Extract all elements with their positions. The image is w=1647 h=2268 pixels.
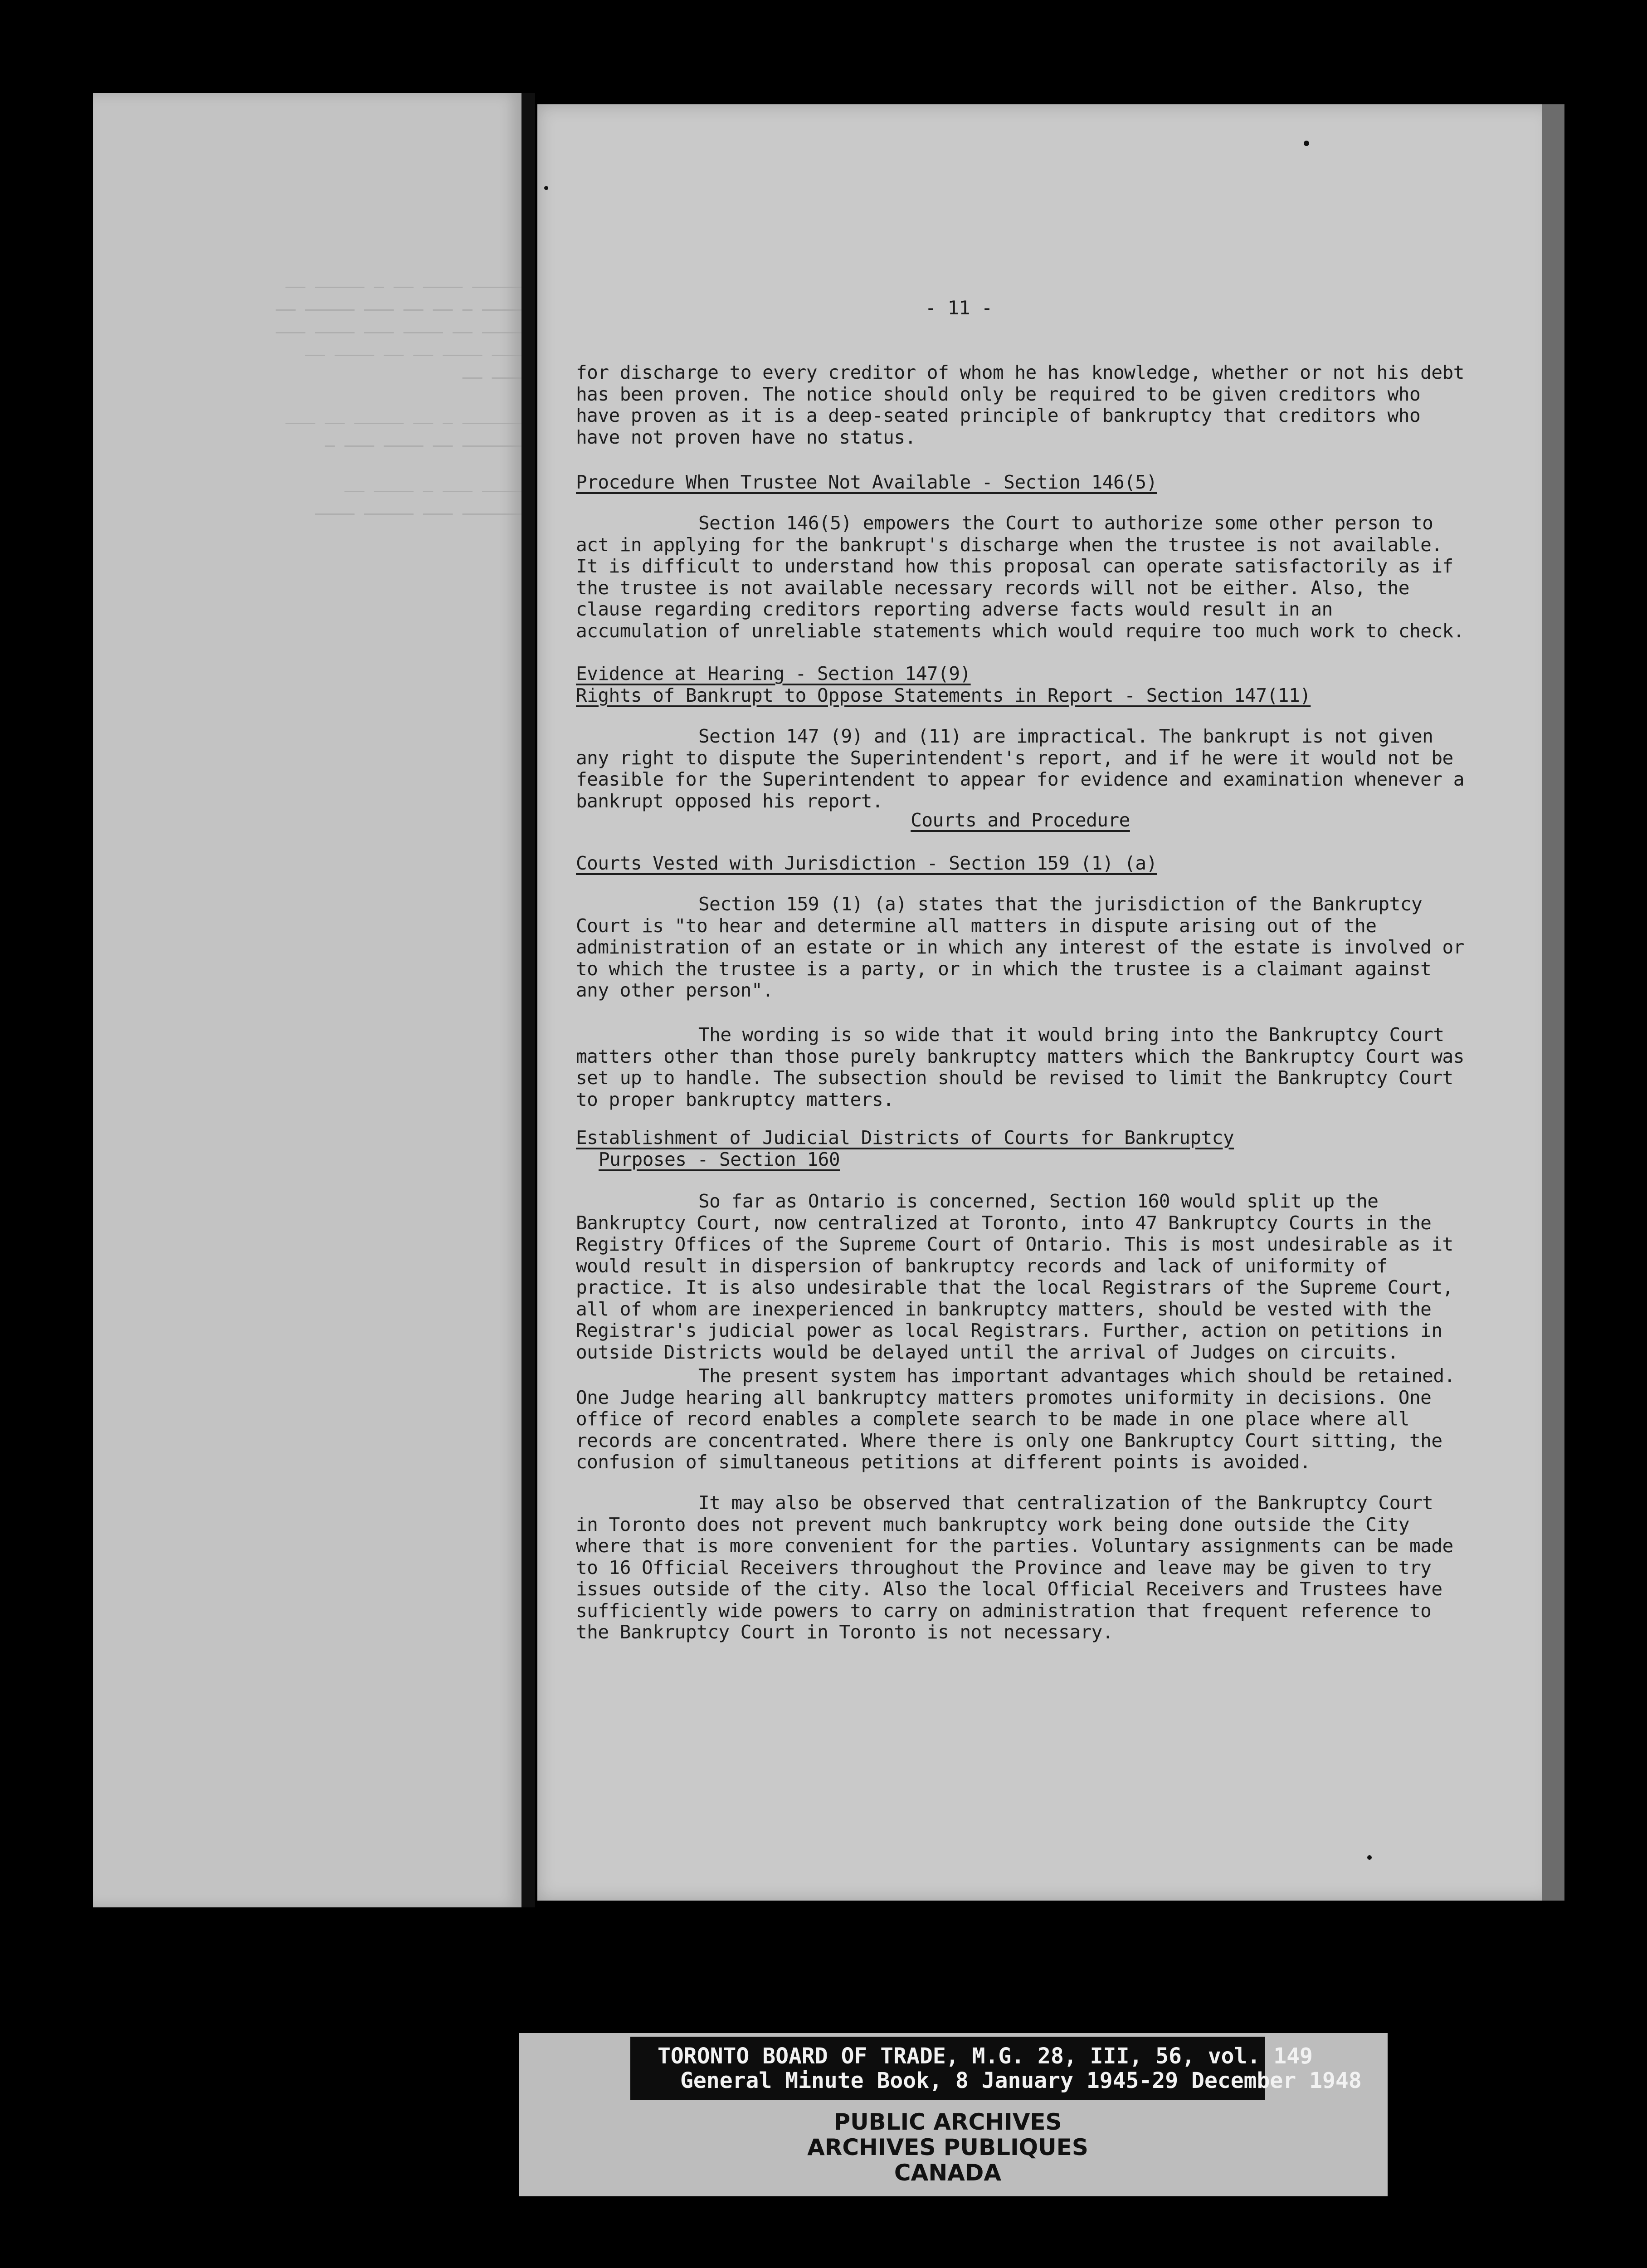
paragraph-centralization: It may also be observed that centralization of the Bankruptcy Court in Toronto does not prevent much bankruptcy work being done outside the City where that is more convenient for the parties. Voluntary assignments can be made to 16 Official Receivers throughout the Province and leave may be given to try issues outside of the city. Also the local Official Receivers and Trustees have sufficiently wide powers to carry on administration that frequent reference to the Bankruptcy Court in Toronto is not necessary. — [576, 1492, 1453, 1643]
archives-line-3: CANADA — [894, 2160, 1002, 2186]
paragraph-section-160: So far as Ontario is concerned, Section 160 would split up the Bankruptcy Court, now centralized at Toronto, into 47 Bankruptcy Courts in the Registry Offices of the Supreme Court of Ontario. This is most undesirable as it would result in dispersion of bankruptcy records and lack of uniformity of practice. It is also undesirable that the local Registrars of the Supreme Court, all of whom are inexperienced in bankruptcy matters, should be vested with the Registrar's judicial power as local Registrars. Further, action on petitions in outside Districts would be delayed until the arrival of Judges on circuits. — [576, 1190, 1453, 1363]
heading-judicial-districts-cont: Purposes - Section 160 — [599, 1148, 840, 1170]
ink-speck — [1367, 1855, 1372, 1860]
paragraph-discharge-notice: for discharge to every creditor of whom he has knowledge, whether or not his debt has been proven. The notice should only be required to be given creditors who have proven as it is a deep-seated principle of bankruptcy that creditors who have not proven have no status. — [576, 362, 1464, 448]
label-line-1: TORONTO BOARD OF TRADE, M.G. 28, III, 56, vol. 149 — [658, 2043, 1313, 2069]
paragraph-section-147: Section 147 (9) and (11) are impractical. The bankrupt is not given any right to dispute the Superintendent's report, and if he were it would not be feasible for the Superintendent to appear for evidence and examination whenever a bankrupt opposed his report. — [576, 725, 1464, 812]
label-line-2: General Minute Book, 8 January 1945-29 December 1948 — [680, 2068, 1362, 2093]
paragraph-section-159-a: Section 159 (1) (a) states that the jurisdiction of the Bankruptcy Court is "to hear and determine all matters in dispute arising out of the administration of an estate or in which any interest of the estate is involved or to which the trustee is a party, or in which the trustee is a claimant against any other person". — [576, 893, 1464, 1001]
paragraph-section-146: Section 146(5) empowers the Court to authorize some other person to act in applying for the bankrupt's discharge when the trustee is not available. It is difficult to understand how this proposal can operate satisfactorily as if the trustee is not available necessary records will not be either. Also, the clause regarding creditors reporting adverse facts would result in an accumulation of unreliable statements which would require too much work to check. — [576, 512, 1464, 642]
archives-stamp — [630, 2109, 1265, 2185]
section-heading-courts-and-procedure: Courts and Procedure — [911, 809, 1130, 831]
heading-courts-vested: Courts Vested with Jurisdiction - Section 159 (1) (a) — [576, 852, 1157, 874]
heading-evidence-at-hearing: Evidence at Hearing - Section 147(9) — [576, 663, 971, 684]
heading-judicial-districts: Establishment of Judicial Districts of Courts for Bankruptcy — [576, 1127, 1234, 1149]
page-edge — [1542, 104, 1564, 1901]
archives-line-2: ARCHIVES PUBLIQUES — [807, 2134, 1088, 2160]
facing-page-bleed-through: ───── ──── ── ─ ───── ── ──── ─ ── ── ─── ───── ── ──── ── ──── ─── ──── ─── ─── ──── ── ── ──── ── ─── ── ────── ─ ── ───── ── ─── ────── ── ──── ─── ─ ──── ─── ─ ──── ── ────── ─── ───── ──── — [276, 279, 521, 524]
archival-reference-label — [630, 2037, 1362, 2100]
paragraph-section-159-b: The wording is so wide that it would bring into the Bankruptcy Court matters other than those purely bankruptcy matters which the Bankruptcy Court was set up to handle. The subsection should be revised to limit the Bankruptcy Court to proper bankruptcy matters. — [576, 1024, 1464, 1110]
heading-trustee-not-available: Procedure When Trustee Not Available - Section 146(5) — [576, 471, 1157, 493]
ink-speck — [1304, 141, 1309, 146]
document-page — [537, 104, 1553, 1901]
ink-speck — [544, 186, 548, 190]
binding-gutter — [521, 93, 535, 1907]
archives-line-1: PUBLIC ARCHIVES — [833, 2109, 1062, 2135]
page-number: - 11 - — [925, 297, 993, 319]
paragraph-present-system: The present system has important advantages which should be retained. One Judge hearing all bankruptcy matters promotes uniformity in decisions. One office of record enables a complete search to be made in one place where all records are concentrated. Where there is only one Bankruptcy Court sitting, the confusion of simultaneous petitions at different points is avoided. — [576, 1365, 1455, 1473]
heading-rights-of-bankrupt: Rights of Bankrupt to Oppose Statements in Report - Section 147(11) — [576, 684, 1311, 706]
